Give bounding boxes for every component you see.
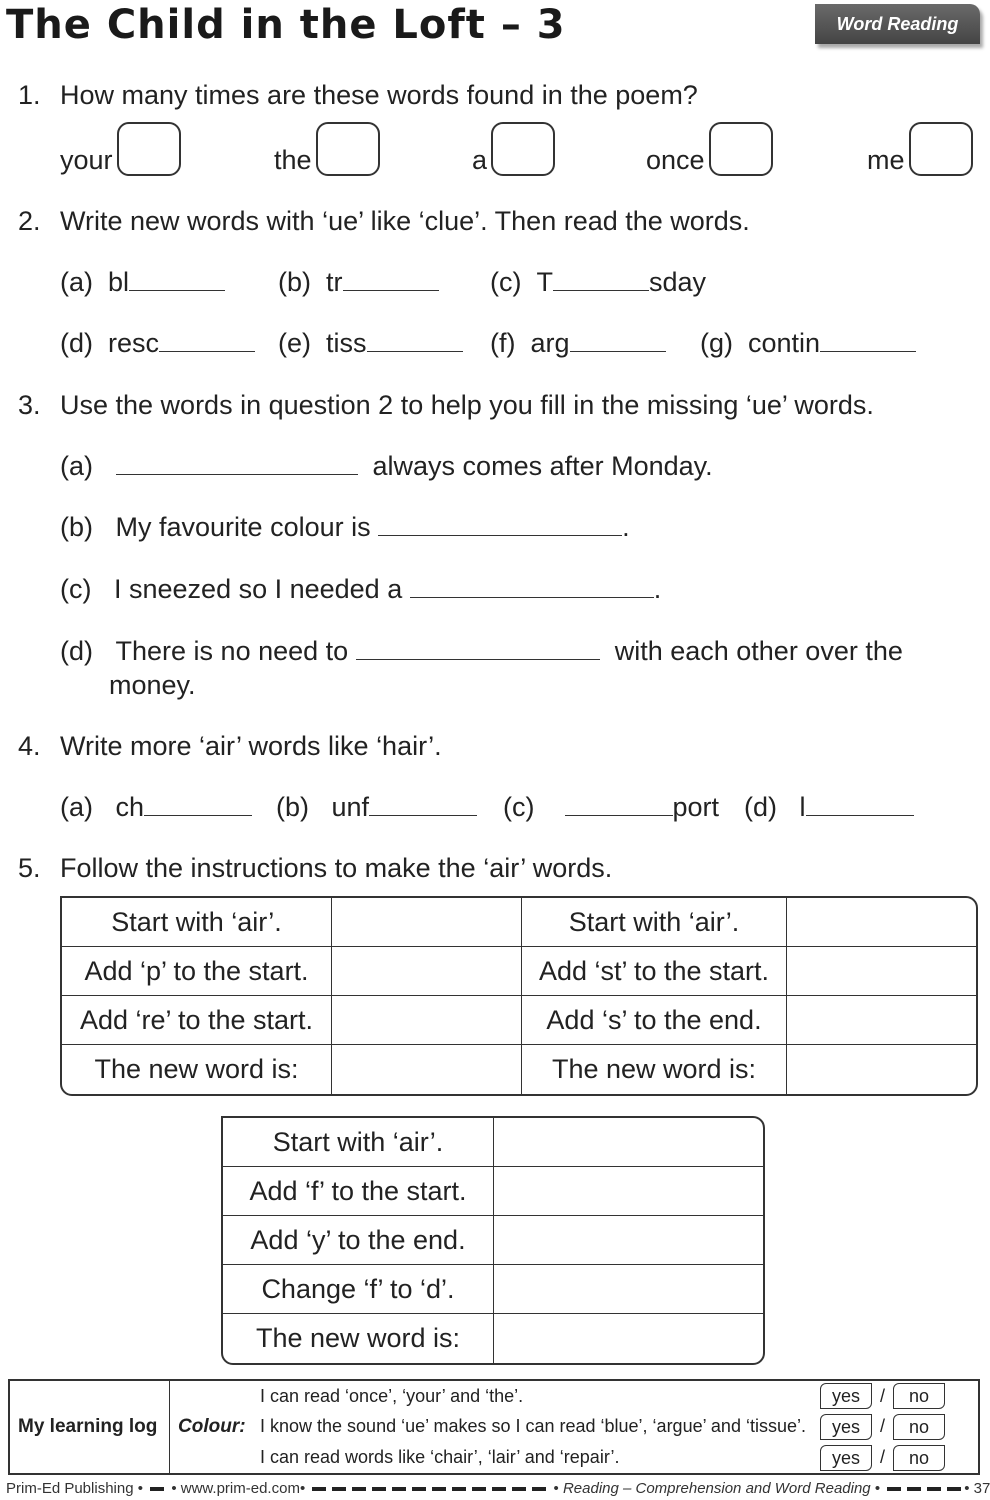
answer-blank[interactable] <box>356 636 600 660</box>
word-start: unf <box>331 792 370 822</box>
q3-item-a <box>60 450 713 482</box>
word-start: arg <box>530 328 570 358</box>
q4-number: 4. <box>18 731 41 761</box>
item-label: (g) <box>700 328 733 358</box>
q5-text: Follow the instructions to make the ‘air’ words. <box>60 853 613 883</box>
sentence-end: always comes after Monday. <box>372 451 713 481</box>
q1-word-me <box>867 122 973 176</box>
q3-item-d <box>60 635 903 667</box>
answer-blank[interactable] <box>369 792 477 816</box>
yes-option[interactable]: yes <box>820 1383 872 1409</box>
word-label: me <box>867 145 905 175</box>
answer-cell[interactable] <box>787 1045 976 1094</box>
q1-word-once <box>646 122 773 176</box>
answer-blank[interactable] <box>820 328 916 352</box>
instruction-cell: Add ‘re’ to the start. <box>62 996 332 1045</box>
q2-item-b <box>278 266 439 298</box>
q3-text: Use the words in question 2 to help you fill in the missing ‘ue’ words. <box>60 390 874 420</box>
result-label-cell: The new word is: <box>62 1045 332 1094</box>
word-start: resc <box>108 328 160 358</box>
q3-item-d-line2: money. <box>109 670 196 700</box>
q1-number: 1. <box>18 80 41 110</box>
answer-blank[interactable] <box>116 451 358 475</box>
item-label: (a) <box>60 792 93 822</box>
section-badge: Word Reading <box>815 4 980 44</box>
word-start: l <box>799 792 806 822</box>
sentence-end: with each other over the <box>614 636 903 666</box>
item-label: (d) <box>60 328 93 358</box>
q4-text: Write more ‘air’ words like ‘hair’. <box>60 731 442 761</box>
instruction-cell: Add ‘st’ to the start. <box>522 947 787 996</box>
word-end: sday <box>649 267 707 297</box>
footer: Prim-Ed Publishing • • www.prim-ed.com• • Reading – Comprehension and Word Reading • • 37 <box>6 1480 990 1497</box>
q2-item-d <box>60 327 255 359</box>
item-label: (e) <box>278 328 311 358</box>
sentence-end: . <box>622 512 630 542</box>
instruction-cell: Change ‘f’ to ‘d’. <box>223 1265 494 1314</box>
answer-blank[interactable] <box>343 267 439 291</box>
answer-cell[interactable] <box>494 1216 763 1265</box>
item-label: (b) <box>278 267 311 297</box>
sentence-start: I sneezed so I needed a <box>114 574 403 604</box>
instruction-cell: Add ‘p’ to the start. <box>62 947 332 996</box>
word-label: your <box>60 145 113 175</box>
instruction-cell: Add ‘f’ to the start. <box>223 1167 494 1216</box>
log-statement: I know the sound ‘ue’ makes so I can read ‘blue’, ‘argue’ and ‘tissue’. <box>260 1416 806 1437</box>
result-label-cell: The new word is: <box>522 1045 787 1094</box>
air-words-table-2 <box>221 1116 765 1365</box>
answer-cell[interactable] <box>787 898 976 947</box>
q4-item-d <box>744 791 914 823</box>
count-box[interactable] <box>709 122 773 176</box>
log-statement: I can read words like ‘chair’, ‘lair’ and ‘repair’. <box>260 1447 620 1468</box>
separator: / <box>880 1385 886 1406</box>
item-label: (b) <box>276 792 309 822</box>
answer-cell[interactable] <box>332 996 522 1045</box>
book-title: Reading – Comprehension and Word Reading <box>562 1480 871 1497</box>
q2-item-c <box>490 266 706 298</box>
item-label: (d) <box>60 636 93 666</box>
answer-blank[interactable] <box>806 792 914 816</box>
sentence-end: . <box>653 574 662 604</box>
q1-text: How many times are these words found in the poem? <box>60 80 698 110</box>
word-start: tr <box>326 267 343 297</box>
log-item <box>260 1413 978 1441</box>
q3-number: 3. <box>18 390 41 420</box>
q5-number: 5. <box>18 853 41 883</box>
sentence-start: My favourite colour is <box>115 512 371 542</box>
q2-item-e <box>278 327 463 359</box>
website: www.prim-ed.com <box>180 1480 300 1497</box>
separator: / <box>880 1416 886 1437</box>
count-box[interactable] <box>316 122 380 176</box>
q2-number: 2. <box>18 206 41 236</box>
word-start: contin <box>748 328 821 358</box>
item-label: (c) <box>503 792 535 822</box>
q2-item-g <box>700 327 916 359</box>
answer-blank[interactable] <box>129 267 225 291</box>
answer-blank[interactable] <box>553 267 649 291</box>
count-box[interactable] <box>909 122 973 176</box>
q3-item-b <box>60 511 630 543</box>
answer-cell[interactable] <box>332 898 522 947</box>
answer-cell[interactable] <box>494 1167 763 1216</box>
q1-word-a <box>472 122 555 176</box>
q4-item-c <box>503 791 719 823</box>
publisher: Prim-Ed Publishing <box>6 1480 134 1497</box>
item-label: (d) <box>744 792 777 822</box>
no-option[interactable]: no <box>893 1383 945 1409</box>
q4-item-a <box>60 791 252 823</box>
answer-blank[interactable] <box>144 792 252 816</box>
answer-cell[interactable] <box>332 947 522 996</box>
log-item <box>260 1444 978 1472</box>
word-label: once <box>646 145 705 175</box>
q1-word-the <box>274 122 380 176</box>
instruction-cell: Add ‘s’ to the end. <box>522 996 787 1045</box>
answer-cell[interactable] <box>787 947 976 996</box>
word-start: bl <box>108 267 130 297</box>
answer-cell[interactable] <box>494 1118 763 1167</box>
no-option[interactable]: no <box>893 1445 945 1471</box>
q2-item-a <box>60 266 225 298</box>
item-label: (a) <box>60 451 93 481</box>
word-start: tiss <box>326 328 367 358</box>
word-start: T <box>536 267 553 297</box>
no-option[interactable]: no <box>893 1414 945 1440</box>
q2-item-f <box>490 327 666 359</box>
answer-blank[interactable] <box>378 512 622 536</box>
item-label: (c) <box>60 574 92 604</box>
air-words-table-1 <box>60 896 978 1096</box>
sentence-start: There is no need to <box>115 636 349 666</box>
page-title: The Child in the Loft – 3 <box>6 2 566 48</box>
log-statement: I can read ‘once’, ‘your’ and ‘the’. <box>260 1385 524 1406</box>
word-start: ch <box>115 792 145 822</box>
answer-blank[interactable] <box>565 792 673 816</box>
answer-cell[interactable] <box>494 1265 763 1314</box>
yes-option[interactable]: yes <box>820 1414 872 1440</box>
instruction-cell: Start with ‘air’. <box>223 1118 494 1167</box>
q3-item-c <box>60 573 661 605</box>
item-label: (b) <box>60 512 93 542</box>
q2-text: Write new words with ‘ue’ like ‘clue’. Then read the words. <box>60 206 750 236</box>
q4-item-b <box>276 791 477 823</box>
word-label: a <box>472 145 488 175</box>
yes-option[interactable]: yes <box>820 1445 872 1471</box>
word-end: port <box>672 792 720 822</box>
word-label: the <box>274 145 312 175</box>
item-label: (f) <box>490 328 516 358</box>
answer-blank[interactable] <box>367 328 463 352</box>
log-item <box>260 1382 978 1410</box>
answer-blank[interactable] <box>570 328 666 352</box>
answer-blank[interactable] <box>410 574 654 598</box>
instruction-cell: Start with ‘air’. <box>522 898 787 947</box>
page-number: 37 <box>973 1480 990 1497</box>
result-label-cell: The new word is: <box>223 1314 494 1363</box>
instruction-cell: Add ‘y’ to the end. <box>223 1216 494 1265</box>
item-label: (a) <box>60 267 93 297</box>
answer-cell[interactable] <box>787 996 976 1045</box>
count-box[interactable] <box>117 122 181 176</box>
instruction-cell: Start with ‘air’. <box>62 898 332 947</box>
item-label: (c) <box>490 267 522 297</box>
answer-blank[interactable] <box>159 328 255 352</box>
colour-label: Colour: <box>178 1416 246 1437</box>
answer-cell[interactable] <box>332 1045 522 1094</box>
count-box[interactable] <box>491 122 555 176</box>
separator: / <box>880 1447 886 1468</box>
q1-word-your <box>60 122 181 176</box>
learning-log <box>8 1379 980 1475</box>
answer-cell[interactable] <box>494 1314 763 1363</box>
learning-log-title: My learning log <box>10 1381 170 1473</box>
